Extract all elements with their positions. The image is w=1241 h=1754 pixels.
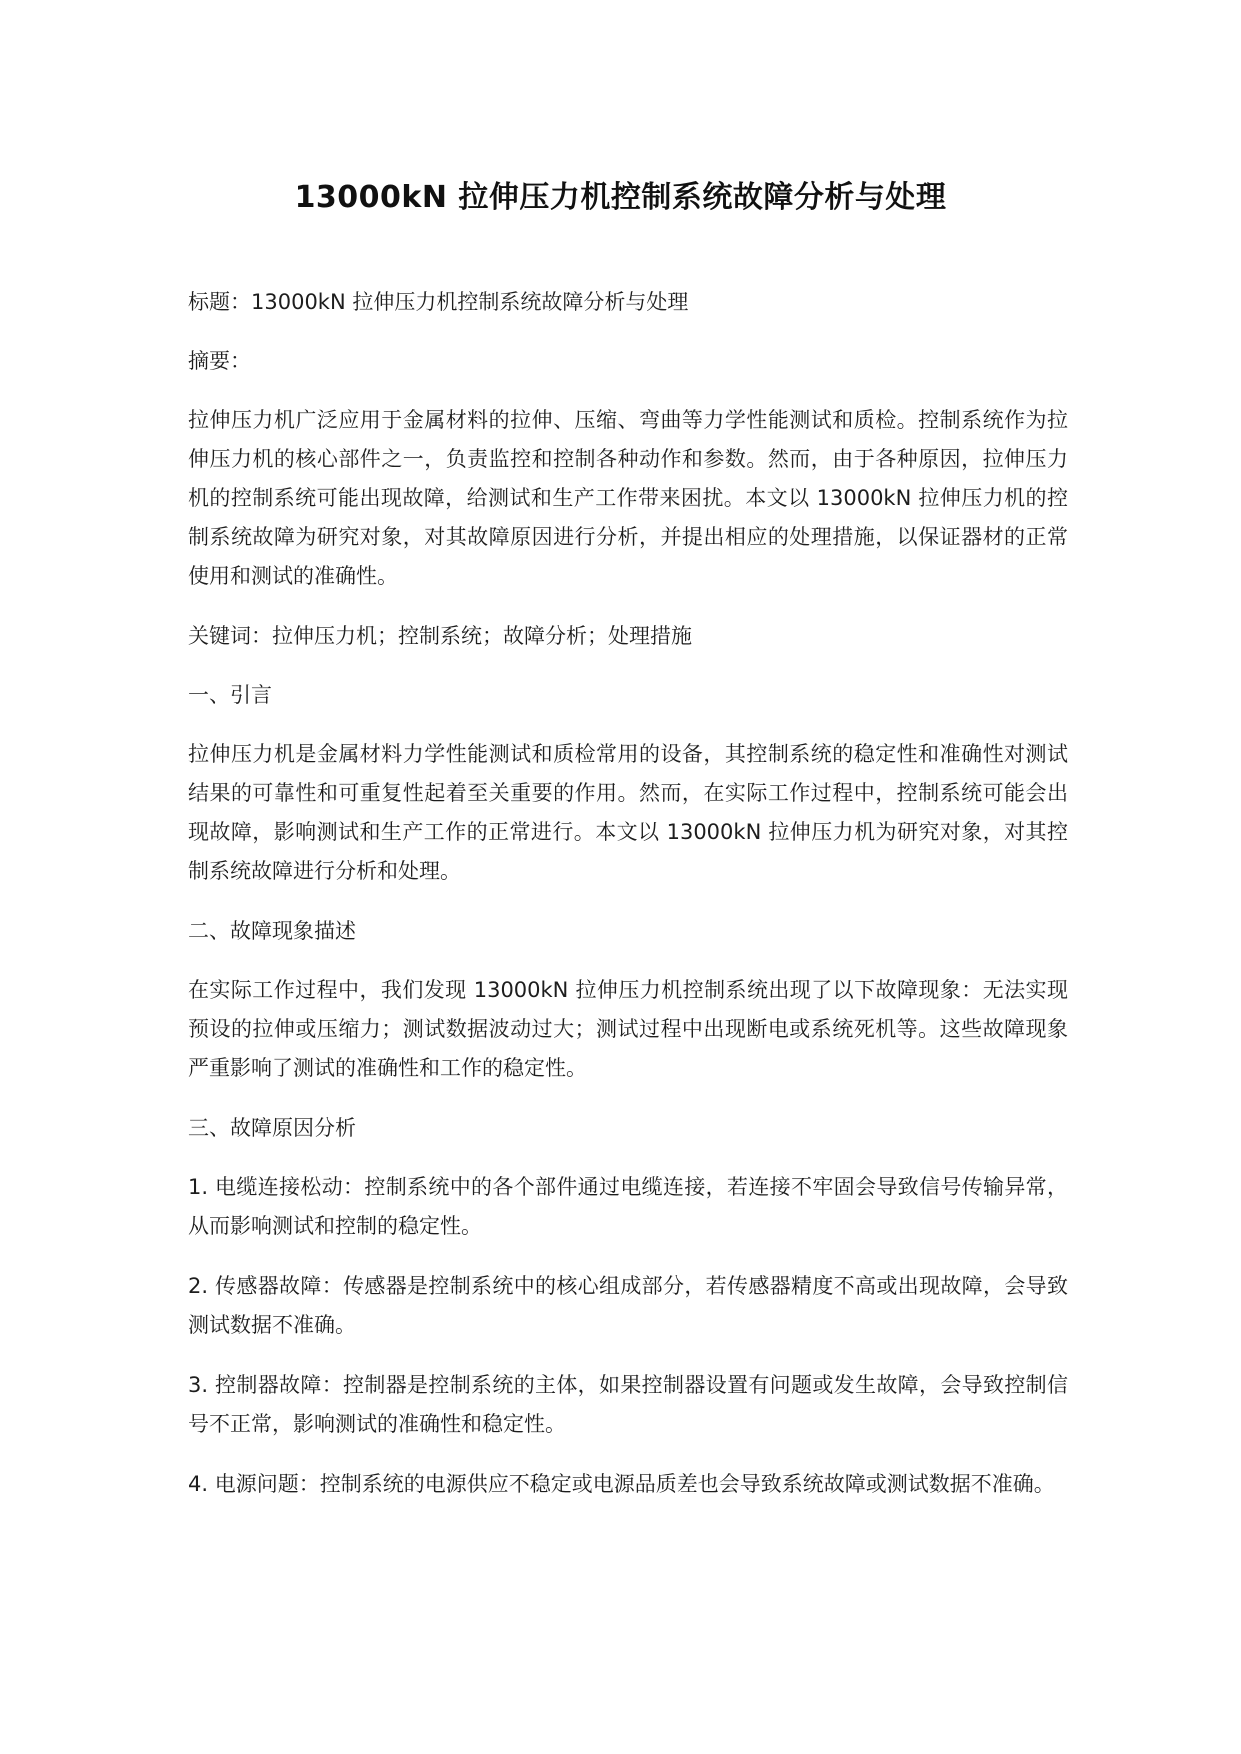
paragraph-introduction: 拉伸压力机是金属材料力学性能测试和质检常用的设备，其控制系统的稳定性和准确性对测试结果的可靠性和可重复性起着至关重要的作用。然而，在实际工作过程中，控制系统可能会出现故障，影响测试和生产工作的正常进行。本文以 13000kN 拉伸压力机为研究对象，对其控制系统故障进行分析和处理。 — [188, 742, 1068, 883]
list-item-controller: 3. 控制器故障：控制器是控制系统的主体，如果控制器设置有问题或发生故障，会导致控制信号不正常，影响测试的准确性和稳定性。 — [188, 1373, 1068, 1436]
section-heading-cause-analysis: 三、故障原因分析 — [188, 1116, 356, 1140]
list-item-sensor: 2. 传感器故障：传感器是控制系统中的核心组成部分，若传感器精度不高或出现故障，会导致测试数据不准确。 — [188, 1274, 1068, 1337]
list-item-cable: 1. 电缆连接松动：控制系统中的各个部件通过电缆连接，若连接不牢固会导致信号传输异常，从而影响测试和控制的稳定性。 — [188, 1175, 1068, 1238]
section-heading-introduction: 一、引言 — [188, 683, 272, 707]
document-title: 13000kN 拉伸压力机控制系统故障分析与处理 — [294, 180, 947, 215]
document-body — [188, 283, 1068, 1525]
paragraph-title-line: 标题：13000kN 拉伸压力机控制系统故障分析与处理 — [188, 290, 689, 314]
paragraph-abstract-heading: 摘要： — [188, 349, 251, 373]
section-heading-symptoms: 二、故障现象描述 — [188, 919, 356, 943]
paragraph-abstract: 拉伸压力机广泛应用于金属材料的拉伸、压缩、弯曲等力学性能测试和质检。控制系统作为拉伸压力机的核心部件之一，负责监控和控制各种动作和参数。然而，由于各种原因，拉伸压力机的控制系统可能出现故障，给测试和生产工作带来困扰。本文以 13000kN 拉伸压力机的控制系统故障为研究对象，对其故障原因进行分析，并提出相应的处理措施，以保证器材的正常使用和测试的准确性。 — [188, 408, 1068, 588]
paragraph-keywords: 关键词：拉伸压力机；控制系统；故障分析；处理措施 — [188, 624, 692, 648]
list-item-power: 4. 电源问题：控制系统的电源供应不稳定或电源品质差也会导致系统故障或测试数据不准确。 — [188, 1472, 1055, 1496]
paragraph-symptoms: 在实际工作过程中，我们发现 13000kN 拉伸压力机控制系统出现了以下故障现象：无法实现预设的拉伸或压缩力；测试数据波动过大；测试过程中出现断电或系统死机等。这些故障现象严重影响了测试的准确性和工作的稳定性。 — [188, 978, 1068, 1080]
